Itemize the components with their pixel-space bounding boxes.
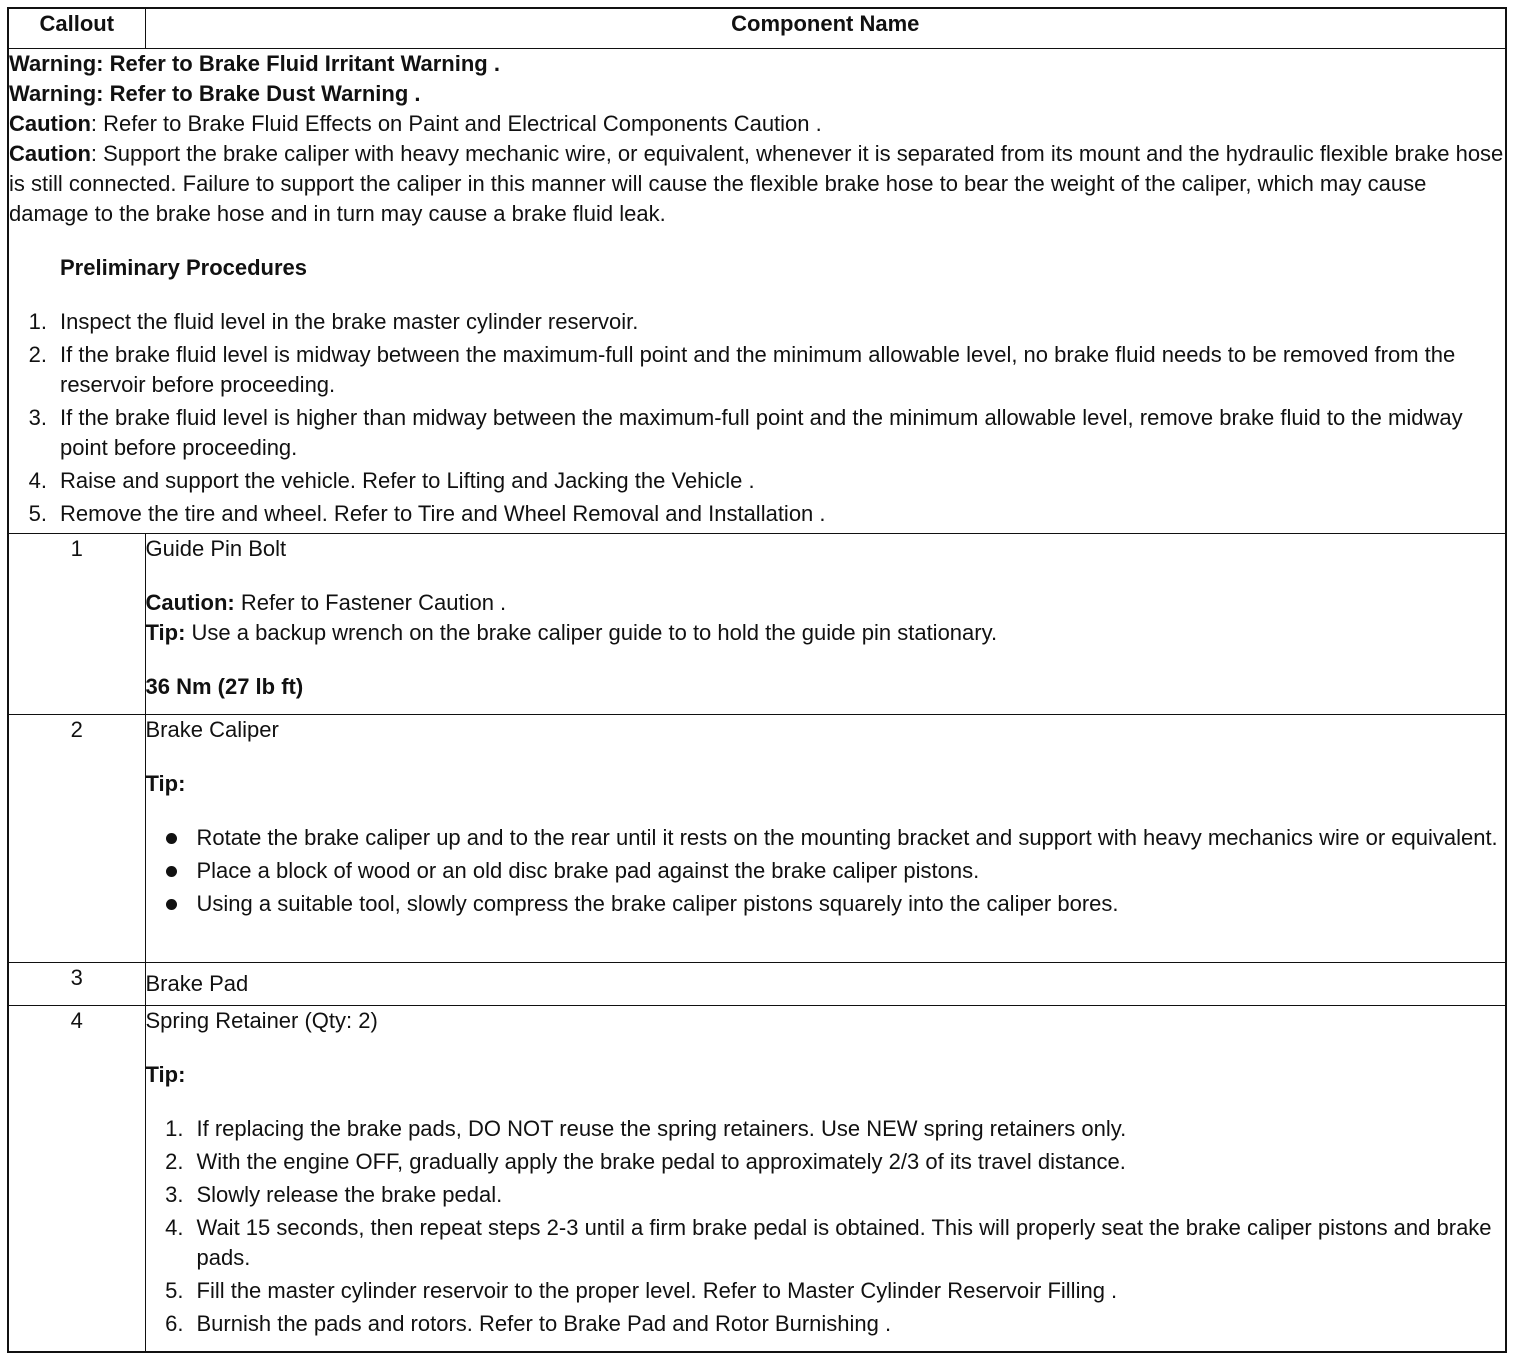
component-name: Spring Retainer (Qty: 2) <box>145 1008 378 1033</box>
step-text: With the engine OFF, gradually apply the brake pedal to approximately 2/3 of its travel distance. <box>196 1149 1126 1174</box>
component-cell <box>145 715 1506 963</box>
tip-text: Use a backup wrench on the brake caliper guide to to hold the guide pin stationary. <box>185 620 998 645</box>
component-cell <box>145 963 1506 1006</box>
list-item: 2. With the engine OFF, gradually apply the brake pedal to approximately 2/3 of its travel distance. <box>165 1149 1126 1174</box>
step-text: Inspect the fluid level in the brake master cylinder reservoir. <box>60 309 639 334</box>
warning-text: Refer to Brake Dust Warning . <box>109 81 421 106</box>
table-row <box>8 963 1506 1006</box>
warning-notice <box>9 79 1505 109</box>
bullet-icon <box>166 866 177 877</box>
list-item: 4. Raise and support the vehicle. Refer to Lifting and Jacking the Vehicle . <box>28 468 755 493</box>
step-text: Slowly release the brake pedal. <box>196 1182 503 1207</box>
list-item: 5. Fill the master cylinder reservoir to the proper level. Refer to Master Cylinder Reservoir Filling . <box>165 1278 1118 1303</box>
table-row <box>8 1006 1506 1352</box>
bullet-text: Using a suitable tool, slowly compress the brake caliper pistons squarely into the caliper bores. <box>196 891 1119 916</box>
tip-bullet-list <box>146 823 1506 919</box>
caution-label: Caution <box>9 111 91 136</box>
component-name: Brake Pad <box>145 971 249 996</box>
caution-note <box>146 588 1506 618</box>
table-row <box>8 715 1506 963</box>
table-header-row <box>8 8 1506 49</box>
intro-cell <box>8 49 1506 534</box>
preliminary-steps-list <box>9 307 1505 529</box>
tip-label: Tip: <box>145 620 186 645</box>
bullet-icon <box>166 899 177 910</box>
step-text: Fill the master cylinder reservoir to the proper level. Refer to Master Cylinder Reservoir Filling . <box>196 1278 1118 1303</box>
list-item: 4. Wait 15 seconds, then repeat steps 2-3 until a firm brake pedal is obtained. This will properly seat the brake caliper pistons and brake pads. <box>165 1215 1492 1270</box>
component-name: Brake Caliper <box>145 717 279 742</box>
list-item <box>146 823 1506 853</box>
caution-text: : Refer to Brake Fluid Effects on Paint and Electrical Components Caution . <box>90 111 822 136</box>
list-item: 6. Burnish the pads and rotors. Refer to Brake Pad and Rotor Burnishing . <box>165 1311 892 1336</box>
caution-text: : Support the brake caliper with heavy mechanic wire, or equivalent, whenever it is separated from its mount and the hydraulic flexible brake hose is still connected. Failure to support the caliper in this manner will cause the flexible brake hose to bear the weight of the caliper, which may cause damage to the brake hose and in turn may cause a brake fluid leak. <box>9 141 1504 226</box>
bullet-text: Place a block of wood or an old disc brake pad against the brake caliper pistons. <box>196 858 980 883</box>
bullet-icon <box>166 833 177 844</box>
component-cell <box>145 1006 1506 1352</box>
bullet-text: Rotate the brake caliper up and to the rear until it rests on the mounting bracket and support with heavy mechanics wire or equivalent. <box>196 825 1498 850</box>
table-row <box>8 534 1506 715</box>
step-text: If the brake fluid level is midway between the maximum-full point and the minimum allowable level, no brake fluid needs to be removed from the reservoir before proceeding. <box>60 342 1456 397</box>
header-component-name: Component Name <box>145 8 1506 49</box>
tip-label: Tip: <box>145 1062 186 1087</box>
step-text: Burnish the pads and rotors. Refer to Brake Pad and Rotor Burnishing . <box>196 1311 892 1336</box>
list-item: 5. Remove the tire and wheel. Refer to Tire and Wheel Removal and Installation . <box>28 501 826 526</box>
list-item: 1. Inspect the fluid level in the brake master cylinder reservoir. <box>28 309 639 334</box>
step-text: If replacing the brake pads, DO NOT reuse the spring retainers. Use NEW spring retainers only. <box>196 1116 1127 1141</box>
procedure-table <box>7 7 1507 1353</box>
list-item: 2. If the brake fluid level is midway between the maximum-full point and the minimum allowable level, no brake fluid needs to be removed from the reservoir before proceeding. <box>28 342 1456 397</box>
caution-notice <box>9 109 1505 139</box>
caution-notice <box>9 139 1505 229</box>
intro-row <box>8 49 1506 534</box>
warning-notice <box>9 49 1505 79</box>
tip-steps-list <box>146 1114 1506 1339</box>
component-cell <box>145 534 1506 715</box>
list-item: 1. If replacing the brake pads, DO NOT reuse the spring retainers. Use NEW spring retainers only. <box>165 1116 1127 1141</box>
step-text: Wait 15 seconds, then repeat steps 2-3 until a firm brake pedal is obtained. This will properly seat the brake caliper pistons and brake pads. <box>196 1215 1492 1270</box>
list-item: 3. If the brake fluid level is higher than midway between the maximum-full point and the minimum allowable level, remove brake fluid to the midway point before proceeding. <box>28 405 1463 460</box>
warning-text: Refer to Brake Fluid Irritant Warning . <box>109 51 500 76</box>
callout-number: 3 <box>8 963 145 1006</box>
step-text: If the brake fluid level is higher than midway between the maximum-full point and the minimum allowable level, remove brake fluid to the midway point before proceeding. <box>60 405 1463 460</box>
warning-label: Warning: <box>9 81 104 106</box>
caution-text: Refer to Fastener Caution . <box>234 590 507 615</box>
caution-label: Caution: <box>145 590 235 615</box>
preliminary-procedures-title: Preliminary Procedures <box>60 255 308 280</box>
list-item <box>146 889 1506 919</box>
callout-number: 4 <box>8 1006 145 1352</box>
component-name: Guide Pin Bolt <box>145 536 287 561</box>
tip-note <box>146 618 1506 648</box>
warning-label: Warning: <box>9 51 104 76</box>
list-item <box>146 856 1506 886</box>
step-text: Raise and support the vehicle. Refer to Lifting and Jacking the Vehicle . <box>60 468 755 493</box>
callout-number: 2 <box>8 715 145 963</box>
callout-number: 1 <box>8 534 145 715</box>
header-callout: Callout <box>8 8 145 49</box>
list-item: 3. Slowly release the brake pedal. <box>165 1182 503 1207</box>
step-text: Remove the tire and wheel. Refer to Tire and Wheel Removal and Installation . <box>60 501 826 526</box>
torque-spec: 36 Nm (27 lb ft) <box>145 674 304 699</box>
tip-label: Tip: <box>145 771 186 796</box>
caution-label: Caution <box>9 141 91 166</box>
